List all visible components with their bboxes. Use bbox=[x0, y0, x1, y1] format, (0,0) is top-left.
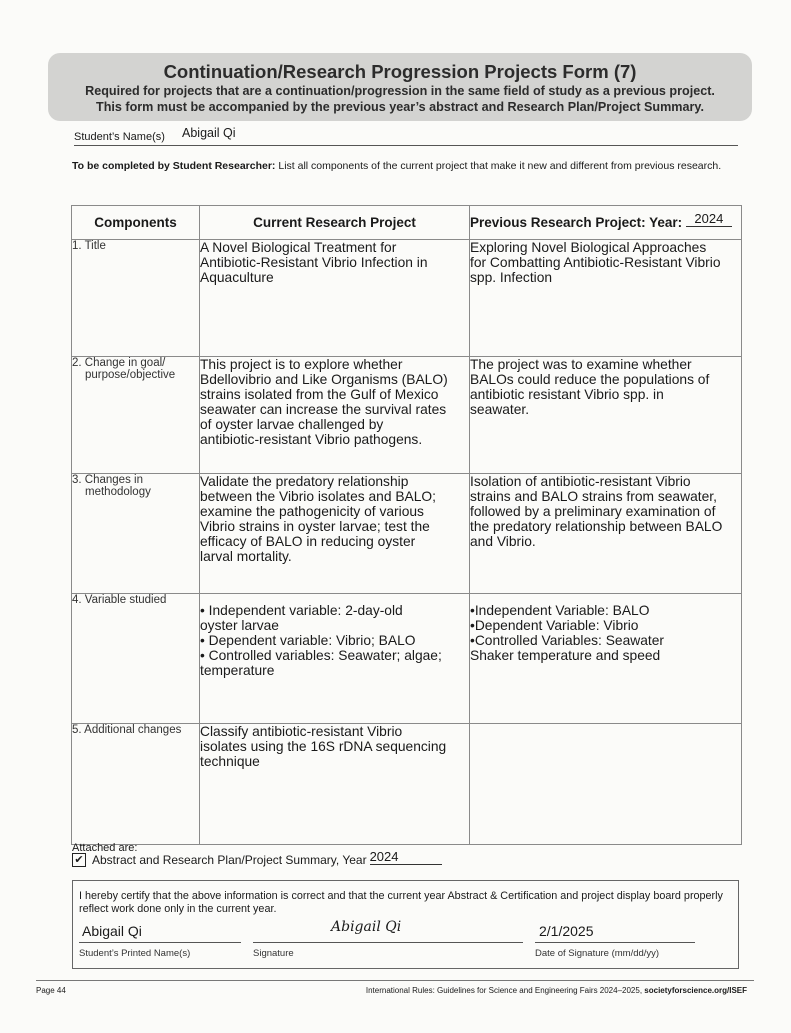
footer-divider bbox=[36, 980, 754, 981]
previous-project-cell[interactable]: Isolation of antibiotic-resistant Vibrio strains and BALO strains from seawater, followed by a preliminary examination of the predatory relationship between BALO and Vibrio. bbox=[470, 474, 742, 594]
previous-project-cell[interactable]: The project was to examine whether BALOs could reduce the populations of antibiotic resistant Vibrio spp. in seawater. bbox=[470, 357, 742, 474]
component-label: 5. Additional changes bbox=[72, 724, 200, 845]
form-title: Continuation/Research Progression Projects Form (7) bbox=[163, 61, 637, 82]
previous-year-field[interactable]: 2024 bbox=[686, 211, 732, 227]
current-project-cell[interactable]: A Novel Biological Treatment for Antibiotic-Resistant Vibrio Infection in Aquaculture bbox=[200, 240, 470, 357]
printed-name-line bbox=[79, 942, 241, 943]
current-project-cell[interactable]: • Independent variable: 2-day-old oyster larvae • Dependent variable: Vibrio; BALO • Controlled variables: Seawater; algae; temperature bbox=[200, 594, 470, 724]
footer-guidelines: International Rules: Guidelines for Science and Engineering Fairs 2024–2025, bbox=[365, 986, 643, 995]
header-components: Components bbox=[72, 206, 200, 240]
components-table bbox=[71, 205, 742, 845]
table-row bbox=[72, 594, 742, 724]
signature-line bbox=[253, 942, 523, 943]
page-number: Page 44 bbox=[36, 986, 66, 995]
student-name-field[interactable] bbox=[74, 125, 738, 146]
footer-url[interactable]: societyforscience.org/ISEF bbox=[644, 986, 747, 995]
signature-caption: Signature bbox=[253, 948, 294, 959]
form-subtitle-line2: This form must be accompanied by the previous year’s abstract and Research Plan/Project Summary. bbox=[96, 100, 704, 114]
form-subtitle-line1: Required for projects that are a continuation/progression in the same field of study as a previous project. bbox=[85, 84, 715, 98]
table-row bbox=[72, 474, 742, 594]
instructions-text: List all components of the current project that make it new and different from previous research. bbox=[275, 160, 722, 172]
footer-text bbox=[366, 986, 747, 995]
table-header-row bbox=[72, 206, 742, 240]
attachment-row bbox=[72, 849, 442, 868]
previous-project-cell[interactable]: •Independent Variable: BALO •Dependent Variable: Vibrio •Controlled Variables: Seawater Shaker temperature and speed bbox=[470, 594, 742, 724]
table-row bbox=[72, 240, 742, 357]
instructions bbox=[72, 160, 722, 173]
attachment-checkbox[interactable]: ✔ bbox=[72, 853, 86, 867]
student-name-label: Student’s Name(s) bbox=[74, 131, 165, 143]
printed-name-caption: Student’s Printed Name(s) bbox=[79, 948, 191, 959]
date-value[interactable]: 2/1/2025 bbox=[539, 923, 594, 939]
form-header-banner bbox=[48, 53, 752, 121]
current-project-cell[interactable]: Classify antibiotic-resistant Vibrio isolates using the 16S rDNA sequencing technique bbox=[200, 724, 470, 845]
header-current: Current Research Project bbox=[200, 206, 470, 240]
current-project-cell[interactable]: Validate the predatory relationship between the Vibrio isolates and BALO; examine the pathogenicity of various Vibrio strains in oyster larvae; test the efficacy of BALO in reducing oyster larval mortality. bbox=[200, 474, 470, 594]
printed-name-value[interactable]: Abigail Qi bbox=[82, 923, 142, 939]
attachment-year-field[interactable]: 2024 bbox=[370, 849, 442, 865]
attachment-item-label: Abstract and Research Plan/Project Summary, Year bbox=[92, 853, 367, 867]
attached-label: Attached are: bbox=[72, 842, 138, 854]
certification-box bbox=[72, 880, 739, 969]
student-name-value[interactable]: Abigail Qi bbox=[182, 126, 236, 140]
previous-project-cell[interactable] bbox=[470, 724, 742, 845]
header-previous-label: Previous Research Project: Year: bbox=[470, 214, 683, 230]
table-row bbox=[72, 357, 742, 474]
component-label: 3. Changes in methodology bbox=[72, 474, 200, 594]
instructions-bold: To be completed by Student Researcher: bbox=[72, 160, 276, 172]
component-label: 2. Change in goal/ purpose/objective bbox=[72, 357, 200, 474]
signature-value[interactable]: Abigail Qi bbox=[331, 919, 402, 935]
certification-text: I hereby certify that the above information is correct and that the current year Abstract & Certification and project display board properly reflect work done only in the current year. bbox=[79, 890, 723, 915]
component-label: 4. Variable studied bbox=[72, 594, 200, 724]
current-project-cell[interactable]: This project is to explore whether Bdellovibrio and Like Organisms (BALO) strains isolated from the Gulf of Mexico seawater can increase the survival rates of oyster larvae challenged by antibiotic-resistant Vibrio pathogens. bbox=[200, 357, 470, 474]
component-label: 1. Title bbox=[72, 240, 200, 357]
header-previous bbox=[470, 206, 742, 240]
table-row bbox=[72, 724, 742, 845]
date-line bbox=[535, 942, 695, 943]
date-caption: Date of Signature (mm/dd/yy) bbox=[535, 948, 660, 959]
previous-project-cell[interactable]: Exploring Novel Biological Approaches for Combatting Antibiotic-Resistant Vibrio spp. Infection bbox=[470, 240, 742, 357]
